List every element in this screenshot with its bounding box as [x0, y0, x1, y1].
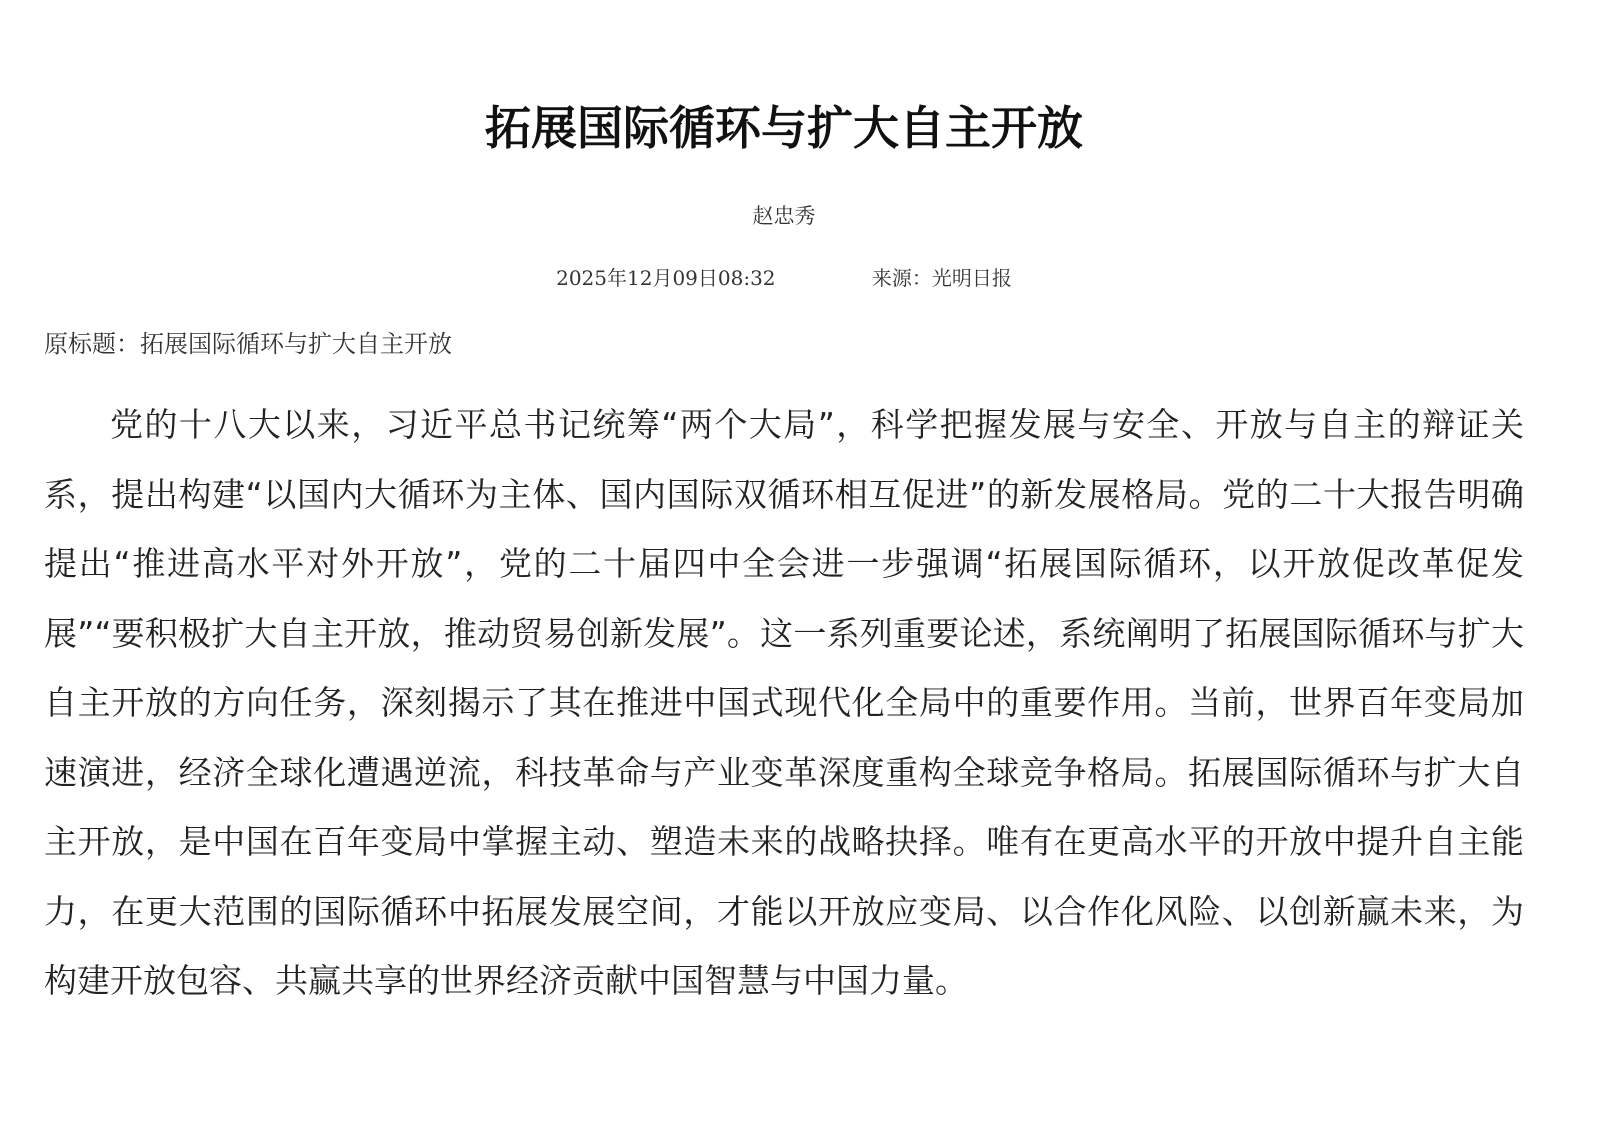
article-author: 赵忠秀: [752, 204, 816, 228]
article-meta: [44, 262, 1524, 294]
article-title: 拓展国际循环与扩大自主开放: [485, 101, 1083, 155]
original-title: 原标题：拓展国际循环与扩大自主开放: [44, 330, 452, 358]
article-source: 来源：光明日报: [871, 266, 1012, 290]
article-paragraph: 党的十八大以来，习近平总书记统筹“两个大局”，科学把握发展与安全、开放与自主的辩证关系，提出构建“以国内大循环为主体、国内国际双循环相互促进”的新发展格局。党的二十大报告明确提出“推进高水平对外开放”，党的二十届四中全会进一步强调“拓展国际循环，以开放促改革促发展”“要积极扩大自主开放，推动贸易创新发展”。这一系列重要论述，系统阐明了拓展国际循环与扩大自主开放的方向任务，深刻揭示了其在推进中国式现代化全局中的重要作用。当前，世界百年变局加速演进，经济全球化遭遇逆流，科技革命与产业变革深度重构全球竞争格局。拓展国际循环与扩大自主开放，是中国在百年变局中掌握主动、塑造未来的战略抉择。唯有在更高水平的开放中提升自主能力，在更大范围的国际循环中拓展发展空间，才能以开放应变局、以合作化风险、以创新赢未来，为构建开放包容、共赢共享的世界经济贡献中国智慧与中国力量。: [44, 405, 1524, 1000]
publish-date: 2025年12月09日08:32: [556, 266, 776, 290]
